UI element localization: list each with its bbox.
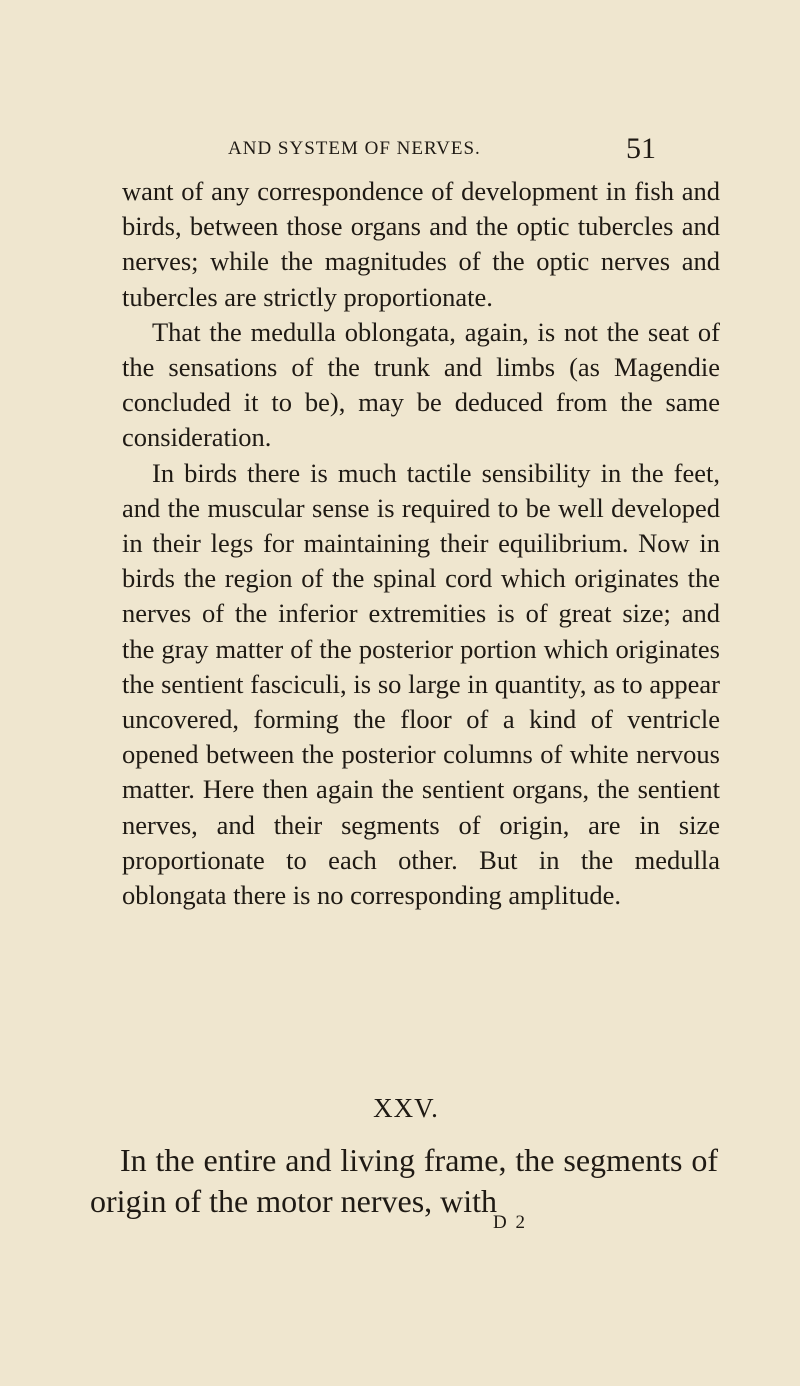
section-heading: XXV.: [373, 1093, 439, 1123]
section-text: [90, 1140, 718, 1222]
body-text: [122, 174, 720, 913]
page-number: 51: [626, 132, 656, 165]
paragraph-continuation: want of any correspondence of development in fish and birds, between those organs and the optic tubercles and nerves; while the magnitudes of the optic nerves and tubercles are strictly proportionate.: [122, 176, 720, 312]
signature-mark: D 2: [493, 1212, 527, 1233]
running-head-title: AND SYSTEM OF NERVES.: [228, 138, 481, 159]
section-paragraph: In the entire and living frame, the segments of origin of the motor nerves, with: [90, 1142, 718, 1219]
running-header: [216, 132, 656, 168]
paragraph-medulla: That the medulla oblongata, again, is not the seat of the sensations of the trunk and limbs (as Magendie concluded it to be), may be deduced from the same consideration.: [122, 316, 720, 453]
paragraph-birds: In birds there is much tactile sensibility in the feet, and the muscular sense is required to be well developed in their legs for maintaining their equilibrium. Now in birds the region of the spinal cord which originates the nerves of the inferior extremities is of great size; and the gray matter of the posterior portion which originates the sentient fasciculi, is so large in quantity, as to appear uncovered, forming the floor of a kind of ventricle opened between the posterior columns of white nervous matter. Here then again the sentient organs, the sentient nerves, and their segments of origin, are in size proportionate to each other. But in the medulla oblongata there is no corresponding amplitude.: [122, 457, 720, 911]
